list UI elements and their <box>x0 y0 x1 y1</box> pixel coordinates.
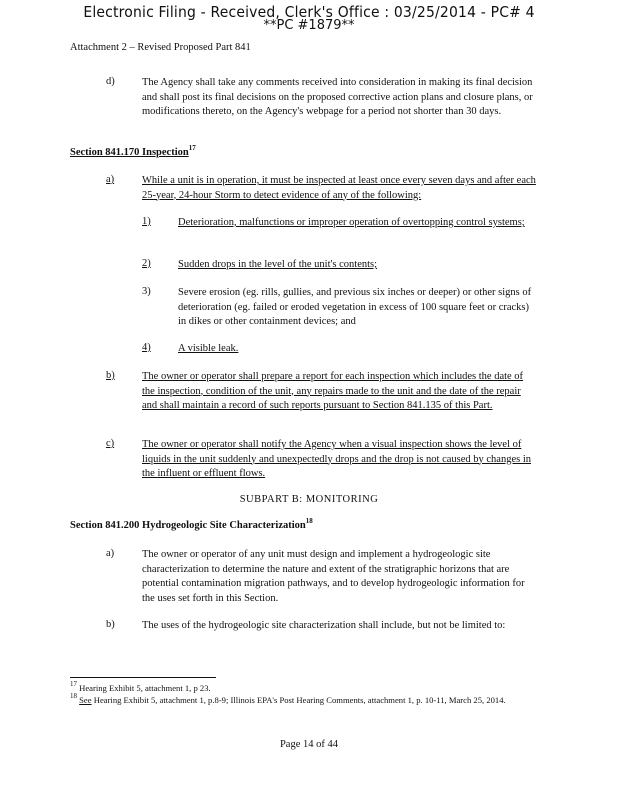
sec170-b-label: b) <box>106 370 115 381</box>
sec170-c-text: The owner or operator shall notify the Agency when a visual inspection shows the level of liquids in the unit suddenly and unexpectedly drops and the drop is not caused by changes in the influent or effluent flows. <box>142 439 532 479</box>
sec170-a-item2-text: Sudden drops in the level of the unit's contents; <box>178 259 378 270</box>
footnote-17-text: Hearing Exhibit 5, attachment 1, p 23. <box>79 683 211 693</box>
subpart-heading: SUBPART B: MONITORING <box>239 494 379 505</box>
sec170-a-item3-label: 3) <box>142 286 151 297</box>
sec200-a-text: The owner or operator of any unit must design and implement a hydrogeologic site characterization to determine the nature and extent of the stratigraphic horizons that are potential contamination migration pathways, and to develop hydrogeologic information for the uses set forth in this Section. <box>142 549 525 604</box>
sec170-a-label: a) <box>106 174 115 185</box>
section-170-title-text: Section 841.170 Inspection <box>70 147 189 158</box>
sec170-a-text: While a unit is in operation, it must be inspected at least once every seven days and after each 25-year, 24-hour Storm to detect evidence of any of the following: <box>142 175 536 201</box>
footnote-18 <box>70 692 532 707</box>
footnote-18-see: See <box>79 695 92 705</box>
sec170-a-item4-text: A visible leak. <box>178 343 239 354</box>
pc-number: **PC #1879** <box>263 18 355 33</box>
page-header: Attachment 2 – Revised Proposed Part 841 <box>70 42 251 53</box>
filing-stamp: Electronic Filing - Received, Clerk's Office : 03/25/2014 - PC# 4 <box>83 3 535 21</box>
section-170-title <box>70 144 196 158</box>
sec200-b-text: The uses of the hydrogeologic site characterization shall include, but not be limited to: <box>142 620 506 631</box>
para-d-label: d) <box>106 76 115 87</box>
para-d-text: The Agency shall take any comments received into consideration in making its final decision and shall post its final decisions on the proposed corrective action plans and closure plans, or modifications thereto, on the Agency's webpage for a period not shorter than 30 days. <box>142 77 533 117</box>
sec170-a-item4-label: 4) <box>142 342 151 353</box>
sec170-a-item1-label: 1) <box>142 216 151 227</box>
sec170-a-item1-text: Deterioration, malfunctions or improper operation of overtopping control systems; <box>178 217 525 228</box>
footnote-17-num: 17 <box>70 680 77 688</box>
footnote-ref-18: 18 <box>305 517 313 525</box>
sec200-b-label: b) <box>106 619 115 630</box>
footnote-18-text: Hearing Exhibit 5, attachment 1, p.8-9; Illinois EPA's Post Hearing Comments, attachment 1, p. 10-11, March 25, 2014. <box>93 695 506 705</box>
footnote-18-num: 18 <box>70 692 77 700</box>
sec170-b-text: The owner or operator shall prepare a report for each inspection which includes the date of the inspection, condition of the unit, any repairs made to the unit and the date of the repair and shall maintain a record of such reports pursuant to Section 841.135 of this Part. <box>142 371 524 411</box>
section-200-title <box>70 517 313 531</box>
footnote-divider <box>70 677 216 678</box>
section-200-title-text: Section 841.200 Hydrogeologic Site Characterization <box>70 520 306 531</box>
footnote-17 <box>70 680 540 695</box>
sec170-c-label: c) <box>106 438 115 449</box>
footnote-ref-17: 17 <box>188 144 196 152</box>
page-number: Page 14 of 44 <box>279 739 339 750</box>
sec200-a-label: a) <box>106 548 115 559</box>
sec170-a-item2-label: 2) <box>142 258 151 269</box>
sec170-a-item3-text: Severe erosion (eg. rills, gullies, and previous six inches or deeper) or other signs of deterioration (eg. failed or eroded vegetation in excess of 100 square feet or cracks) in dikes or other containment devices; and <box>178 287 532 327</box>
